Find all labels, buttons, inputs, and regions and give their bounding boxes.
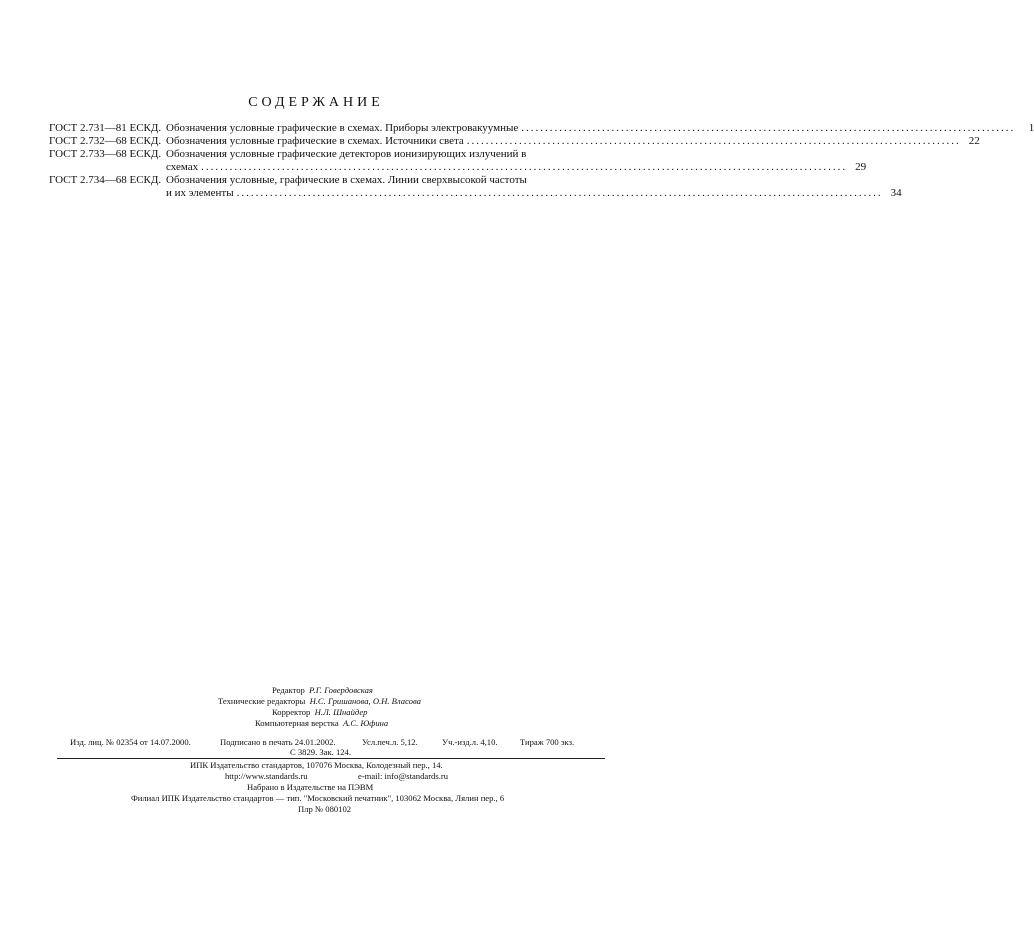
signed-to-print: Подписано в печать 24.01.2002. (220, 737, 336, 747)
corrector-name: Н.Л. Шнайдер (314, 707, 368, 717)
toc-entry-title-continued: и их элементы (166, 187, 234, 199)
tech-editors-credit (218, 696, 421, 707)
layout-name: А.С. Юфина (342, 718, 389, 728)
toc-entry-page: 29 (855, 161, 867, 173)
toc-entry-title: Обозначения условные графические детекторов ионизирующих излучений в (166, 148, 527, 160)
toc-entry-page: 1 (1028, 122, 1034, 134)
toc-dot-leader: ........................................................................................................ (521, 122, 1016, 134)
toc-dot-leader: ........................................................................................................................................ (236, 187, 883, 199)
publisher-address: ИПК Издательство стандартов, 107076 Москва, Колодезный пер., 14. (190, 760, 443, 770)
license-number: Изд. лиц. № 02354 от 14.07.2000. (70, 737, 191, 747)
order-number: С 3829. Зак. 124. (290, 747, 351, 757)
print-run: Тираж 700 экз. (520, 737, 575, 747)
editor-name: Р.Г. Говердовская (309, 685, 373, 695)
toc-entry-title: Обозначения условные графические в схемах. Источники света (166, 135, 464, 147)
toc-entry-body (166, 148, 866, 174)
tech-editors-names: Н.С. Гришанова, О.Н. Власова (309, 696, 421, 706)
publisher-website[interactable] (225, 771, 308, 782)
toc-entry[interactable] (49, 148, 867, 174)
printed-sheets: Усл.печ.л. 5,12. (362, 737, 418, 747)
toc-entry-title: Обозначения условные, графические в схемах. Линии сверхвысокой частоты (166, 174, 527, 186)
toc-entry-code: ГОСТ 2.733—68 ЕСКД. (49, 148, 162, 160)
divider (57, 758, 605, 759)
publishing-sheets: Уч.-изд.л. 4,10. (442, 737, 498, 747)
toc-entry-page: 34 (890, 187, 902, 199)
editor-label: Редактор (272, 685, 305, 695)
layout-label: Компьютерная верстка (255, 718, 339, 728)
corrector-credit (272, 707, 367, 718)
publication-details (0, 737, 666, 759)
toc-entry-title: Обозначения условные графические в схемах. Приборы электровакуумные (166, 122, 519, 134)
toc-entry-code: ГОСТ 2.732—68 ЕСКД. (49, 135, 162, 147)
toc-entry-body (166, 135, 980, 148)
toc-entry-title-continued: схемах (166, 161, 199, 173)
license-plr: Плр № 080102 (298, 804, 352, 814)
website-link[interactable]: http://www.standards.ru (225, 771, 308, 781)
toc-entry-page: 22 (968, 135, 980, 147)
table-of-contents (49, 122, 1034, 200)
toc-dot-leader: ........................................................................................................ (466, 135, 961, 147)
toc-entry-code: ГОСТ 2.734—68 ЕСКД. (49, 174, 162, 186)
printing-house: Филиал ИПК Издательство стандартов — тип. "Московский печатник", 103062 Москва, Лялин пер., 6 (131, 793, 505, 803)
toc-entry[interactable] (49, 135, 980, 148)
layout-credit (255, 718, 388, 729)
toc-dot-leader: ........................................................................................................................................ (201, 161, 848, 173)
tech-editors-label: Технические редакторы (218, 696, 306, 706)
toc-entry-code: ГОСТ 2.731—81 ЕСКД. (49, 122, 162, 134)
editor-credit (272, 685, 373, 696)
corrector-label: Корректор (272, 707, 311, 717)
toc-entry[interactable] (49, 174, 902, 200)
toc-entry-body (166, 122, 1034, 135)
toc-entry[interactable] (49, 122, 1034, 135)
toc-title: СОДЕРЖАНИЕ (248, 95, 384, 110)
publisher-email[interactable]: e-mail: info@standards.ru (358, 771, 449, 781)
typeset-note: Набрано в Издательстве на ПЭВМ (247, 782, 374, 792)
toc-entry-body (166, 174, 902, 200)
